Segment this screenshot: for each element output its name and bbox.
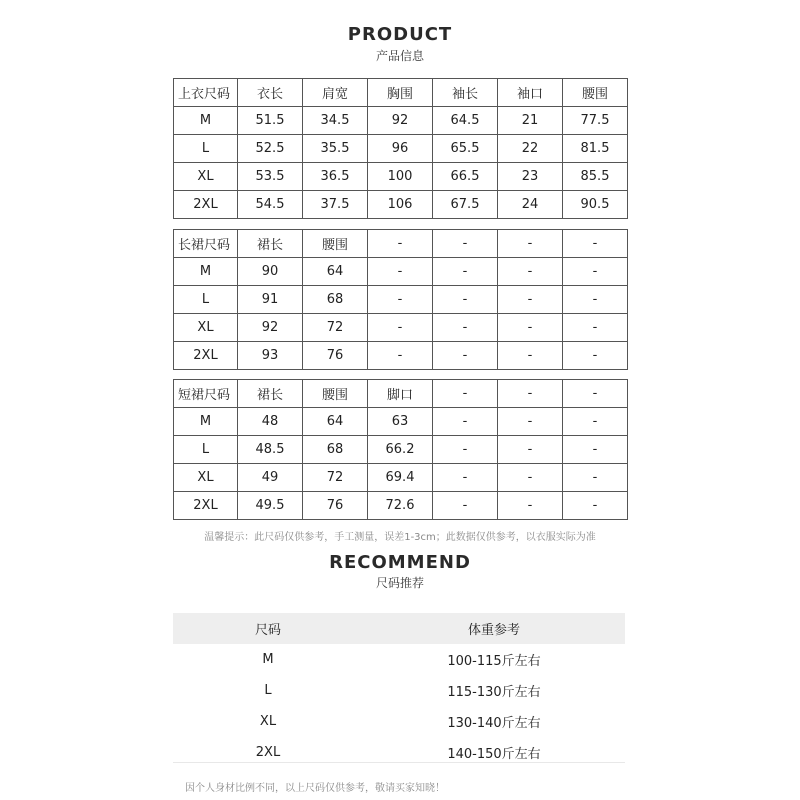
size-label: M [174, 107, 238, 135]
column-header: - [368, 230, 433, 258]
measurement-cell: 72 [303, 314, 368, 342]
column-header: 袖长 [433, 79, 498, 107]
measurement-cell: 52.5 [238, 135, 303, 163]
measurement-cell: - [433, 408, 498, 436]
product-title: PRODUCT [347, 24, 453, 45]
recommend-size: 2XL [255, 745, 281, 760]
measurement-cell: - [368, 286, 433, 314]
size-label: L [174, 286, 238, 314]
recommend-size: M [262, 652, 274, 667]
measurement-cell: 51.5 [238, 107, 303, 135]
measurement-cell: - [498, 314, 563, 342]
measurement-cell: - [498, 408, 563, 436]
size-label: L [174, 135, 238, 163]
measurement-cell: 53.5 [238, 163, 303, 191]
measurement-cell: - [433, 286, 498, 314]
column-header: - [498, 380, 563, 408]
measurement-cell: 77.5 [563, 107, 628, 135]
measurement-cell: - [498, 286, 563, 314]
measurement-cell: - [498, 436, 563, 464]
column-header: - [433, 230, 498, 258]
table-header-row [174, 79, 628, 107]
measurement-cell: 36.5 [303, 163, 368, 191]
measurement-cell: 64 [303, 408, 368, 436]
measurement-cell: 68 [303, 436, 368, 464]
measurement-cell: - [368, 314, 433, 342]
measurement-cell: - [368, 258, 433, 286]
measurement-cell: - [433, 258, 498, 286]
measurement-cell: 68 [303, 286, 368, 314]
measurement-cell: - [433, 464, 498, 492]
recommend-header-row [173, 613, 625, 644]
measurement-cell: 67.5 [433, 191, 498, 219]
table-header-row [174, 380, 628, 408]
short-skirt-size-table [173, 379, 628, 520]
recommend-weight: 100-115斤左右 [447, 654, 541, 669]
recommend-divider [173, 762, 625, 763]
measurement-cell: - [563, 314, 628, 342]
measurement-cell: 21 [498, 107, 563, 135]
column-header: - [498, 230, 563, 258]
recommend-header [0, 552, 800, 591]
measurement-cell: - [563, 492, 628, 520]
measurement-cell: 72 [303, 464, 368, 492]
column-header: - [563, 380, 628, 408]
recommend-subtitle: 尺码推荐 [375, 576, 424, 590]
measurement-cell: 76 [303, 342, 368, 370]
table-row [174, 163, 628, 191]
recommend-weight: 115-130斤左右 [447, 685, 541, 700]
product-header [0, 24, 800, 64]
measurement-cell: 72.6 [368, 492, 433, 520]
measurement-cell: 48.5 [238, 436, 303, 464]
measurement-cell: 37.5 [303, 191, 368, 219]
recommend-row [173, 644, 625, 675]
size-label: L [174, 436, 238, 464]
column-header: 腰围 [563, 79, 628, 107]
recommend-size: XL [259, 714, 277, 729]
disclaimer-note: 因个人身材比例不同，以上尺码仅供参考，敬请买家知晓！ [185, 783, 445, 794]
table-row [174, 107, 628, 135]
measurement-cell: 92 [368, 107, 433, 135]
size-label: 2XL [174, 492, 238, 520]
table-row [174, 492, 628, 520]
size-label: M [174, 408, 238, 436]
table-row [174, 258, 628, 286]
size-label: 2XL [174, 342, 238, 370]
size-label: M [174, 258, 238, 286]
measurement-cell: 66.5 [433, 163, 498, 191]
measurement-cell: 48 [238, 408, 303, 436]
recommend-row [173, 706, 625, 737]
recommend-row [173, 737, 625, 768]
table-row [174, 314, 628, 342]
column-header: 裙长 [238, 380, 303, 408]
column-header: 裙长 [238, 230, 303, 258]
measurement-cell: 23 [498, 163, 563, 191]
measurement-cell: 106 [368, 191, 433, 219]
column-header: - [433, 380, 498, 408]
column-header: 短裙尺码 [174, 380, 238, 408]
measurement-cell: 96 [368, 135, 433, 163]
measurement-cell: - [498, 492, 563, 520]
recommend-table [173, 613, 625, 768]
table-row [174, 191, 628, 219]
measurement-cell: 65.5 [433, 135, 498, 163]
size-label: XL [174, 314, 238, 342]
table-header-row [174, 230, 628, 258]
top-size-table [173, 78, 628, 219]
recommend-title: RECOMMEND [329, 552, 471, 573]
measurement-cell: - [368, 342, 433, 370]
measurement-cell: - [433, 436, 498, 464]
table-row [174, 408, 628, 436]
measurement-cell: 24 [498, 191, 563, 219]
measurement-cell: - [563, 342, 628, 370]
column-header: 上衣尺码 [174, 79, 238, 107]
measurement-cell: 64 [303, 258, 368, 286]
measurement-cell: 49.5 [238, 492, 303, 520]
measurement-cell: 63 [368, 408, 433, 436]
recommend-col-weight: 体重参考 [363, 613, 625, 644]
measurement-cell: - [433, 492, 498, 520]
column-header: - [563, 230, 628, 258]
table-row [174, 436, 628, 464]
recommend-weight: 140-150斤左右 [447, 747, 541, 762]
measurement-cell: 22 [498, 135, 563, 163]
column-header: 衣长 [238, 79, 303, 107]
measurement-cell: 100 [368, 163, 433, 191]
measurement-cell: - [563, 436, 628, 464]
size-label: XL [174, 163, 238, 191]
table-row [174, 342, 628, 370]
measurement-cell: 90 [238, 258, 303, 286]
column-header: 腰围 [303, 380, 368, 408]
product-subtitle: 产品信息 [375, 49, 424, 63]
measurement-cell: - [563, 408, 628, 436]
measurement-cell: 54.5 [238, 191, 303, 219]
column-header: 腰围 [303, 230, 368, 258]
recommend-col-size: 尺码 [173, 613, 363, 644]
measurement-cell: - [433, 342, 498, 370]
table-row [174, 135, 628, 163]
column-header: 长裙尺码 [174, 230, 238, 258]
column-header: 袖口 [498, 79, 563, 107]
recommend-weight: 130-140斤左右 [447, 716, 541, 731]
measurement-cell: 81.5 [563, 135, 628, 163]
column-header: 肩宽 [303, 79, 368, 107]
column-header: 胸围 [368, 79, 433, 107]
measurement-cell: - [563, 464, 628, 492]
table-row [174, 464, 628, 492]
measurement-cell: 35.5 [303, 135, 368, 163]
measurement-cell: 90.5 [563, 191, 628, 219]
measurement-cell: - [563, 258, 628, 286]
table-row [174, 286, 628, 314]
measurement-cell: - [498, 464, 563, 492]
long-skirt-size-table [173, 229, 628, 370]
measurement-cell: 49 [238, 464, 303, 492]
size-label: 2XL [174, 191, 238, 219]
measurement-cell: 85.5 [563, 163, 628, 191]
recommend-size: L [264, 683, 272, 698]
measurement-cell: - [563, 286, 628, 314]
measurement-cell: 76 [303, 492, 368, 520]
measurement-cell: 93 [238, 342, 303, 370]
measurement-cell: - [498, 342, 563, 370]
measurement-cell: 92 [238, 314, 303, 342]
measurement-cell: 34.5 [303, 107, 368, 135]
measurement-cell: 91 [238, 286, 303, 314]
column-header: 脚口 [368, 380, 433, 408]
size-label: XL [174, 464, 238, 492]
measurement-cell: 64.5 [433, 107, 498, 135]
measurement-tip: 温馨提示：此尺码仅供参考，手工测量，误差1-3cm；此数据仅供参考，以衣服实际为准 [204, 532, 596, 543]
measurement-cell: 69.4 [368, 464, 433, 492]
measurement-cell: - [433, 314, 498, 342]
recommend-row [173, 675, 625, 706]
measurement-cell: 66.2 [368, 436, 433, 464]
measurement-cell: - [498, 258, 563, 286]
